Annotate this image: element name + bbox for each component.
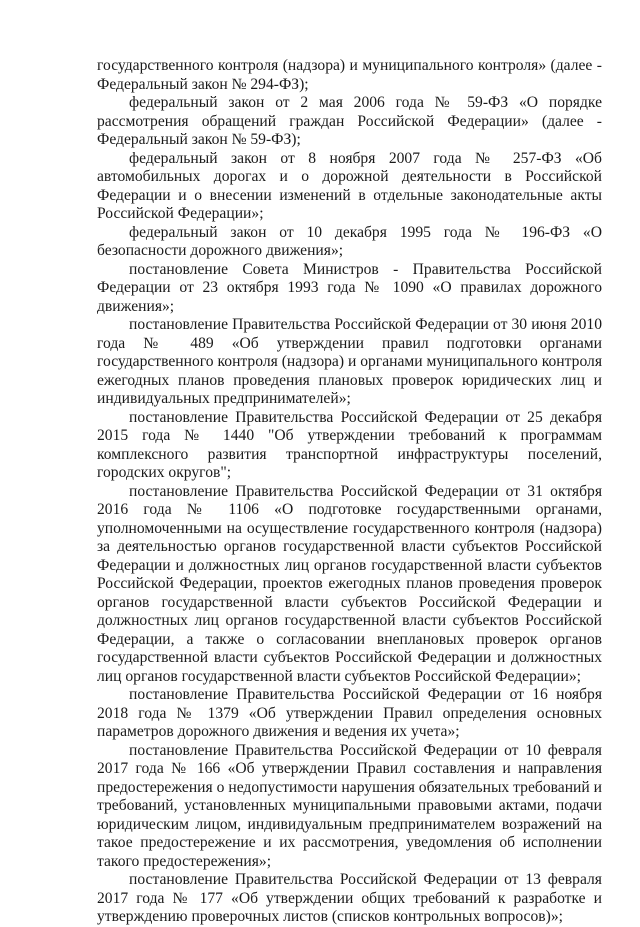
paragraph-resolution-1440: постановление Правительства Российской Федерации от 25 декабря 2015 года № 1440 "Об утверждении требований к программам комплексного развития транспортной инфраструктуры поселений, городских округов";	[97, 408, 602, 481]
paragraph-law-59fz: федеральный закон от 2 мая 2006 года № 59-ФЗ «О порядке рассмотрения обращений граждан Российской Федерации» (далее - Федеральный закон № 59-ФЗ);	[97, 94, 602, 148]
paragraph-law-294fz-continuation: государственного контроля (надзора) и муниципального контроля» (далее - Федеральный закон № 294-ФЗ);	[97, 57, 602, 93]
paragraph-resolution-177: постановление Правительства Российской Федерации от 13 февраля 2017 года № 177 «Об утверждении общих требований к разработке и утверждению проверочных листов (списков контрольных вопросов)»;	[97, 871, 602, 925]
paragraph-resolution-1090: постановление Совета Министров - Правительства Российской Федерации от 23 октября 1993 года № 1090 «О правилах дорожного движения»;	[97, 260, 602, 315]
paragraph-resolution-489: постановление Правительства Российской Федерации от 30 июня 2010 года № 489 «Об утверждении правил подготовки органами государственного контроля (надзора) и органами муниципального контроля ежегодных планов проведения плановых проверок юридических лиц и индивидуальных предпринимателей»;	[97, 316, 602, 407]
paragraph-law-257fz: федеральный закон от 8 ноября 2007 года № 257-ФЗ «Об автомобильных дорогах и о дорожной деятельности в Российской Федерации и о внесении изменений в отдельные законодательные акты Российской Федерации»;	[97, 149, 602, 222]
paragraph-resolution-1379: постановление Правительства Российской Федерации от 16 ноября 2018 года № 1379 «Об утверждении Правил определения основных параметров дорожного движения и ведения их учета»;	[97, 686, 602, 740]
paragraph-law-196fz: федеральный закон от 10 декабря 1995 года № 196-ФЗ «О безопасности дорожного движения»;	[97, 223, 602, 259]
paragraph-resolution-1106: постановление Правительства Российской Федерации от 31 октября 2016 года № 1106 «О подготовке государственными органами, уполномоченными на осуществление государственного контроля (надзора) за деятельностью органов государственной власти субъектов Российской Федерации и должностных лиц органов государственной власти субъектов Российской Федерации, проектов ежегодных планов проведения проверок органов государственной власти субъектов Российской Федерации и должностных лиц органов государственной власти субъектов Российской Федерации, а также о согласовании внеплановых проверок органов государственной власти субъектов Российской Федерации и должностных лиц органов государственной власти субъектов Российской Федерации»;	[97, 482, 602, 685]
paragraph-resolution-166: постановление Правительства Российской Федерации от 10 февраля 2017 года № 166 «Об утверждении Правил составления и направления предостережения о недопустимости нарушения обязательных требований и требований, установленных муниципальными правовыми актами, подачи юридическим лицом, индивидуальным предпринимателем возражений на такое предостережение и их рассмотрения, уведомления об исполнении такого предостережения»;	[97, 741, 602, 870]
